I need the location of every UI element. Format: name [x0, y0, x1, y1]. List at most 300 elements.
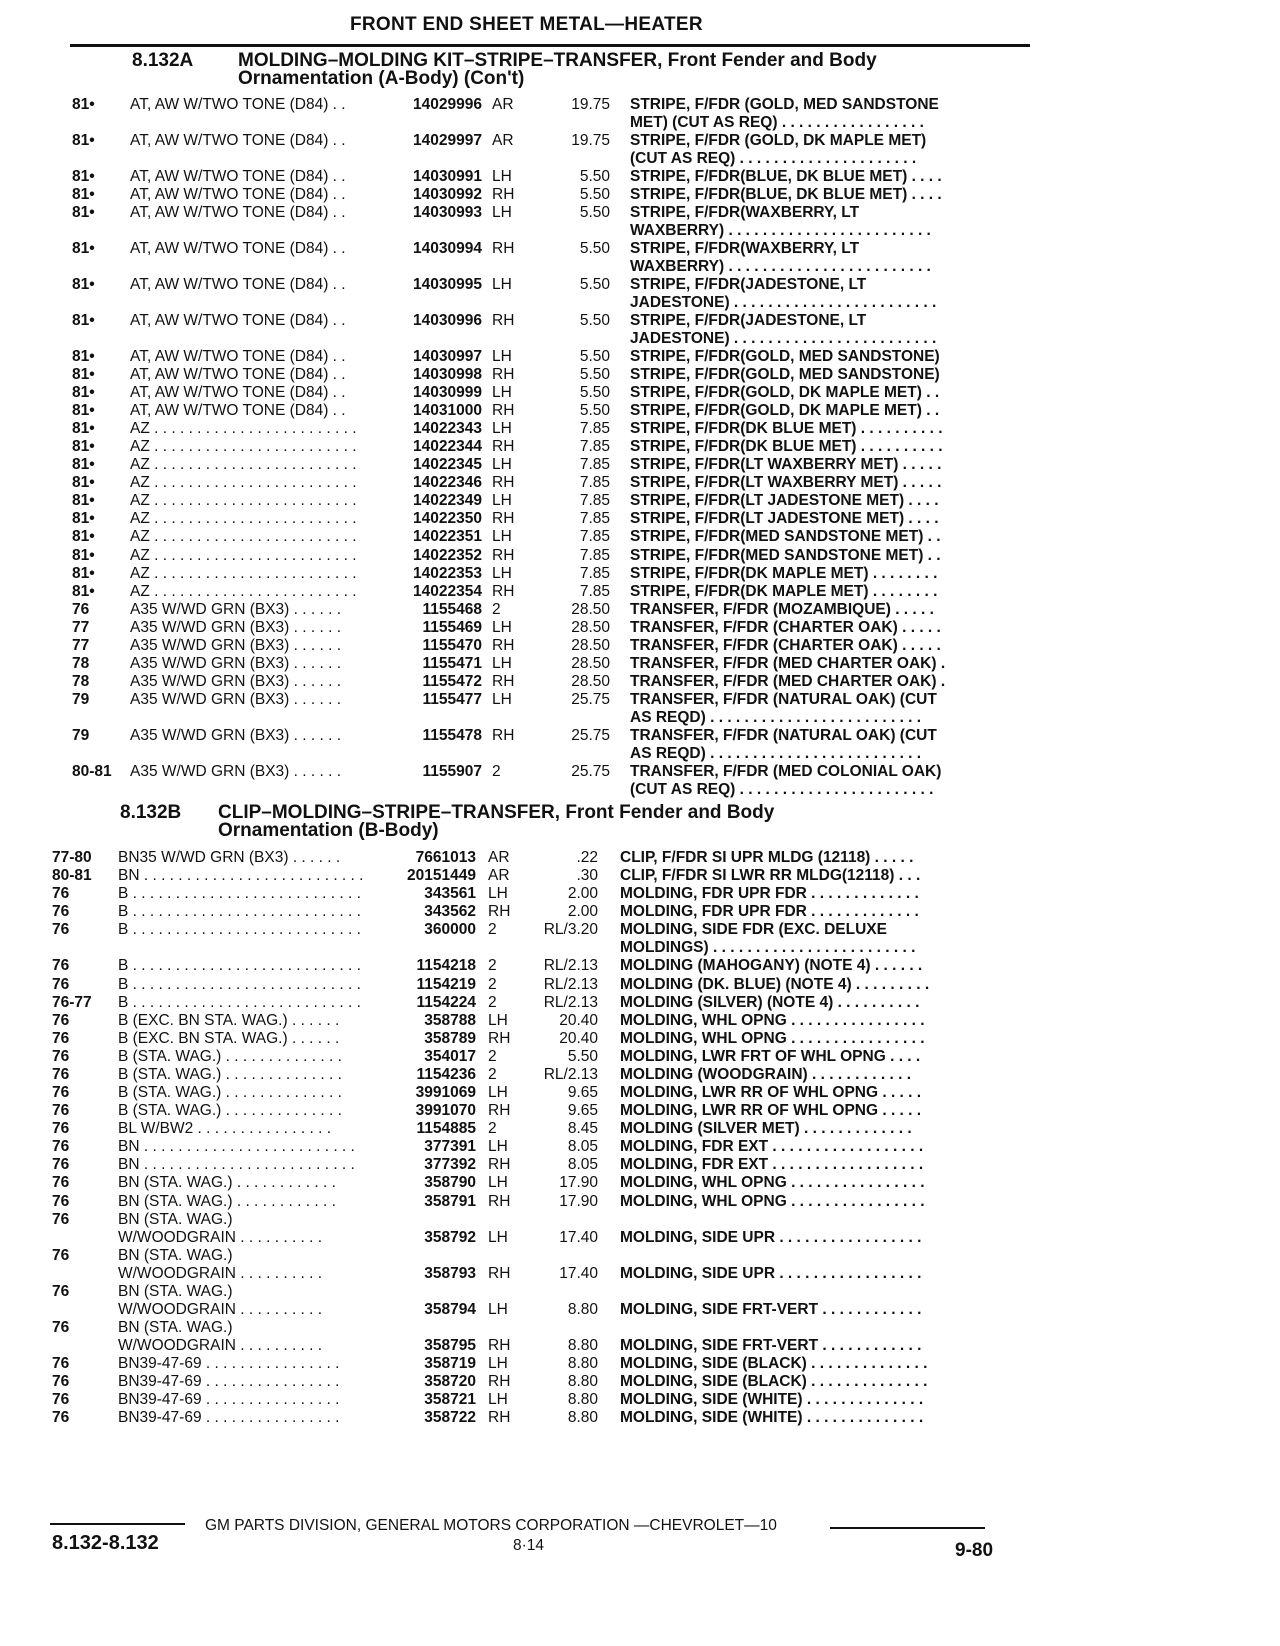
row-price: 7.85: [579, 546, 610, 564]
row-year: 76: [52, 1282, 70, 1300]
row-description: MOLDING, SIDE UPR . . . . . . . . . . . . . . . . .: [620, 1228, 922, 1246]
row-model: B . . . . . . . . . . . . . . . . . . . . . . . . . . .: [118, 993, 361, 1011]
row-description: MOLDING, WHL OPNG . . . . . . . . . . . . . . . .: [620, 1029, 925, 1047]
table-row: [0, 402, 1280, 420]
table-row: [0, 1120, 1280, 1138]
row-model: AZ . . . . . . . . . . . . . . . . . . . . . . . .: [130, 528, 357, 546]
table-row: [0, 976, 1280, 994]
row-quantity: LH: [492, 654, 512, 672]
row-year: 76: [52, 975, 70, 993]
row-description: MOLDING, FDR UPR FDR . . . . . . . . . . . . .: [620, 885, 919, 903]
row-part-number: 358788: [424, 1011, 476, 1029]
row-model: BN . . . . . . . . . . . . . . . . . . . . . . . . .: [118, 1138, 355, 1156]
row-price: 28.50: [571, 600, 610, 618]
row-year: 81•: [72, 492, 95, 510]
row-description: MOLDING, LWR RR OF WHL OPNG . . . . .: [620, 1102, 922, 1120]
row-description: STRIPE, F/FDR(GOLD, DK MAPLE MET) . .: [630, 384, 940, 402]
row-part-number: 1154224: [416, 993, 476, 1011]
row-year: 81•: [72, 582, 95, 600]
row-price: 28.50: [571, 654, 610, 672]
row-description: TRANSFER, F/FDR (CHARTER OAK) . . . . .: [630, 618, 941, 636]
row-part-number: 343561: [424, 885, 476, 903]
row-quantity: LH: [492, 690, 512, 708]
row-part-number: 14030997: [413, 348, 482, 366]
row-part-number: 14022346: [413, 474, 482, 492]
row-part-number: 1154236: [416, 1065, 476, 1083]
table-row: [0, 96, 1280, 114]
row-price: 8.80: [567, 1409, 598, 1427]
row-quantity: RH: [488, 1102, 511, 1120]
row-quantity: 2: [488, 1047, 497, 1065]
row-description: WAXBERRY) . . . . . . . . . . . . . . . . . . . . . . . .: [630, 258, 931, 276]
table-row: [0, 745, 1280, 763]
table-row: [0, 1174, 1280, 1192]
row-year: 76: [52, 1084, 70, 1102]
footer-publisher: GM PARTS DIVISION, GENERAL MOTORS CORPORATION —CHEVROLET—10: [205, 1517, 777, 1534]
row-model: B (EXC. BN STA. WAG.) . . . . . .: [118, 1011, 340, 1029]
row-part-number: 14030999: [413, 384, 482, 402]
table-row: [0, 1265, 1280, 1283]
table-row: [0, 939, 1280, 957]
table-row: [0, 849, 1280, 867]
row-price: 5.50: [579, 186, 610, 204]
row-description: STRIPE, F/FDR (GOLD, DK MAPLE MET): [630, 132, 927, 150]
row-year: 76: [52, 1156, 70, 1174]
row-quantity: AR: [492, 96, 514, 113]
row-description: MOLDINGS) . . . . . . . . . . . . . . . . . . . . . . . .: [620, 939, 916, 957]
row-price: 7.85: [579, 510, 610, 528]
row-quantity: RH: [488, 1409, 511, 1427]
row-price: 5.50: [579, 402, 610, 420]
row-price: 28.50: [571, 618, 610, 636]
row-part-number: 358790: [424, 1174, 476, 1192]
section-a-title: MOLDING–MOLDING KIT–STRIPE–TRANSFER, Front Fender and Body: [238, 50, 877, 71]
table-row: [0, 1319, 1280, 1337]
row-year: 81•: [72, 186, 95, 204]
row-year: 76: [52, 957, 70, 975]
row-quantity: RH: [492, 672, 515, 690]
row-model: B . . . . . . . . . . . . . . . . . . . . . . . . . . .: [118, 957, 361, 975]
row-year: 76: [52, 1355, 70, 1373]
row-description: MOLDING, SIDE FRT-VERT . . . . . . . . . . . .: [620, 1337, 922, 1355]
row-model: A35 W/WD GRN (BX3) . . . . . .: [130, 672, 341, 690]
row-model: AZ . . . . . . . . . . . . . . . . . . . . . . . .: [130, 438, 357, 456]
row-description: WAXBERRY) . . . . . . . . . . . . . . . . . . . . . . . .: [630, 222, 931, 240]
footer-date: 9-80: [955, 1540, 994, 1561]
row-quantity: LH: [492, 384, 512, 402]
row-year: 76: [52, 1065, 70, 1083]
row-price: RL/2.13: [543, 993, 598, 1011]
table-row: [0, 168, 1280, 186]
row-year: 81•: [72, 510, 95, 528]
table-row: [0, 781, 1280, 799]
row-quantity: 2: [488, 1120, 497, 1138]
row-quantity: LH: [492, 348, 512, 366]
row-price: 5.50: [579, 276, 610, 294]
row-part-number: 358789: [424, 1029, 476, 1047]
footer-rule-right: [830, 1527, 985, 1529]
row-model: B (STA. WAG.) . . . . . . . . . . . . . .: [118, 1065, 342, 1083]
row-part-number: 14030996: [413, 312, 482, 330]
table-row: [0, 276, 1280, 294]
row-model: AZ . . . . . . . . . . . . . . . . . . . . . . . .: [130, 582, 357, 600]
row-year: 76: [52, 1120, 70, 1138]
row-part-number: 14022351: [413, 528, 482, 546]
row-year: 81•: [72, 312, 95, 330]
row-year: 81•: [72, 474, 95, 492]
row-description: MOLDING, WHL OPNG . . . . . . . . . . . . . . . .: [620, 1011, 925, 1029]
row-part-number: 7661013: [415, 849, 476, 866]
row-description: MOLDING, FDR UPR FDR . . . . . . . . . . . . .: [620, 903, 919, 921]
row-quantity: LH: [488, 1174, 508, 1192]
row-part-number: 1155471: [422, 654, 482, 672]
row-price: 9.65: [567, 1102, 598, 1120]
row-part-number: 358720: [424, 1373, 476, 1391]
row-year: 81•: [72, 384, 95, 402]
row-model: A35 W/WD GRN (BX3) . . . . . .: [130, 690, 341, 708]
section-b-number: 8.132B: [120, 802, 182, 823]
row-part-number: 3991070: [415, 1102, 476, 1120]
section-a-number: 8.132A: [132, 50, 194, 71]
row-model: W/WOODGRAIN . . . . . . . . . .: [118, 1301, 323, 1318]
section-b-title: CLIP–MOLDING–STRIPE–TRANSFER, Front Fender and Body: [218, 802, 775, 823]
table-row: [0, 204, 1280, 222]
table-row: [0, 583, 1280, 601]
section-a-subtitle: Ornamentation (A-Body) (Con't): [238, 68, 525, 89]
row-description: MOLDING, SIDE (BLACK) . . . . . . . . . . . . . .: [620, 1373, 928, 1391]
table-row: [0, 1283, 1280, 1301]
row-quantity: 2: [488, 993, 497, 1011]
row-year: 81•: [72, 348, 95, 366]
row-model: B . . . . . . . . . . . . . . . . . . . . . . . . . . .: [118, 903, 361, 921]
row-quantity: LH: [492, 276, 512, 294]
row-price: 7.85: [579, 420, 610, 438]
row-model: B . . . . . . . . . . . . . . . . . . . . . . . . . . .: [118, 975, 361, 993]
row-quantity: RH: [492, 582, 515, 600]
table-row: [0, 547, 1280, 565]
row-model: BN (STA. WAG.) . . . . . . . . . . . .: [118, 1174, 336, 1192]
row-year: 79: [72, 690, 90, 708]
table-row: [0, 1373, 1280, 1391]
row-description: STRIPE, F/FDR(DK BLUE MET) . . . . . . . . . .: [630, 420, 943, 438]
row-description: MOLDING, SIDE (BLACK) . . . . . . . . . . . . . .: [620, 1355, 928, 1373]
row-price: 17.40: [559, 1264, 598, 1282]
row-part-number: 358792: [424, 1228, 476, 1246]
row-model: A35 W/WD GRN (BX3) . . . . . .: [130, 762, 341, 780]
row-model: AT, AW W/TWO TONE (D84) . .: [130, 186, 346, 204]
row-description: (CUT AS REQ) . . . . . . . . . . . . . . . . . . . . . . .: [630, 780, 934, 798]
row-description: (CUT AS REQ) . . . . . . . . . . . . . . . . . . . . .: [630, 150, 917, 168]
row-model: BN (STA. WAG.): [118, 1246, 233, 1264]
row-part-number: 1155470: [422, 636, 482, 654]
table-row: [0, 474, 1280, 492]
row-description: STRIPE, F/FDR(GOLD, MED SANDSTONE): [630, 366, 940, 384]
row-part-number: 1154219: [416, 975, 476, 993]
row-quantity: RH: [492, 240, 515, 258]
row-model: AT, AW W/TWO TONE (D84) . .: [130, 348, 346, 366]
row-price: 5.50: [579, 204, 610, 222]
row-year: 76: [52, 1138, 70, 1156]
row-part-number: 14022349: [413, 492, 482, 510]
footer-rule-left: [50, 1523, 185, 1525]
row-part-number: 14030994: [413, 240, 482, 258]
row-part-number: 14029997: [413, 132, 482, 150]
row-quantity: RH: [488, 1029, 511, 1047]
row-model: BN39-47-69 . . . . . . . . . . . . . . . .: [118, 1409, 340, 1427]
table-row: [0, 456, 1280, 474]
table-row: [0, 384, 1280, 402]
row-price: 8.45: [567, 1120, 598, 1138]
row-part-number: 377391: [424, 1138, 476, 1156]
table-row: [0, 709, 1280, 727]
table-row: [0, 921, 1280, 939]
row-description: MOLDING (MAHOGANY) (NOTE 4) . . . . . .: [620, 957, 923, 975]
row-year: 76: [72, 600, 90, 618]
table-row: [0, 1156, 1280, 1174]
table-row: [0, 1229, 1280, 1247]
row-description: STRIPE, F/FDR(BLUE, DK BLUE MET) . . . .: [630, 168, 942, 186]
table-row: [0, 637, 1280, 655]
row-quantity: LH: [492, 528, 512, 546]
row-quantity: RH: [492, 366, 515, 384]
row-description: MOLDING, SIDE UPR . . . . . . . . . . . . . . . . .: [620, 1264, 922, 1282]
row-year: 81•: [72, 168, 95, 186]
row-price: 8.80: [567, 1355, 598, 1373]
row-model: AZ . . . . . . . . . . . . . . . . . . . . . . . .: [130, 456, 357, 474]
row-part-number: 3991069: [415, 1084, 476, 1102]
table-row: [0, 258, 1280, 276]
row-quantity: LH: [492, 456, 512, 474]
row-part-number: 14022352: [413, 546, 482, 564]
table-row: [0, 1102, 1280, 1120]
row-year: 81•: [72, 564, 95, 582]
row-year: 76: [52, 1373, 70, 1391]
row-part-number: 14022345: [413, 456, 482, 474]
row-model: AZ . . . . . . . . . . . . . . . . . . . . . . . .: [130, 510, 357, 528]
row-quantity: AR: [488, 867, 510, 885]
row-model: AT, AW W/TWO TONE (D84) . .: [130, 276, 346, 294]
row-description: MET) (CUT AS REQ) . . . . . . . . . . . . . . . . .: [630, 114, 924, 132]
row-description: MOLDING, SIDE FRT-VERT . . . . . . . . . . . .: [620, 1301, 922, 1318]
row-model: A35 W/WD GRN (BX3) . . . . . .: [130, 654, 341, 672]
row-description: STRIPE, F/FDR(MED SANDSTONE MET) . .: [630, 546, 941, 564]
row-price: 5.50: [579, 348, 610, 366]
page-header-title: FRONT END SHEET METAL—HEATER: [350, 14, 703, 35]
row-quantity: LH: [492, 618, 512, 636]
table-row: [0, 132, 1280, 150]
row-part-number: 358793: [424, 1264, 476, 1282]
row-description: STRIPE, F/FDR(WAXBERRY, LT: [630, 204, 860, 222]
table-row: [0, 330, 1280, 348]
row-model: AZ . . . . . . . . . . . . . . . . . . . . . . . .: [130, 474, 357, 492]
row-quantity: RH: [492, 186, 515, 204]
row-model: BN39-47-69 . . . . . . . . . . . . . . . .: [118, 1391, 340, 1409]
row-part-number: 14022344: [413, 438, 482, 456]
row-price: 17.90: [559, 1192, 598, 1210]
row-quantity: LH: [488, 1301, 508, 1318]
footer-section-range: 8.132-8.132: [52, 1532, 159, 1554]
row-quantity: LH: [488, 1011, 508, 1029]
row-model: W/WOODGRAIN . . . . . . . . . .: [118, 1264, 323, 1282]
row-year: 76: [52, 1409, 70, 1427]
row-year: 81•: [72, 96, 95, 113]
row-model: AZ . . . . . . . . . . . . . . . . . . . . . . . .: [130, 564, 357, 582]
row-model: BN (STA. WAG.) . . . . . . . . . . . .: [118, 1192, 336, 1210]
row-quantity: RH: [492, 402, 515, 420]
row-part-number: 377392: [424, 1156, 476, 1174]
row-quantity: RH: [492, 438, 515, 456]
row-price: 7.85: [579, 474, 610, 492]
row-description: MOLDING, LWR FRT OF WHL OPNG . . . .: [620, 1047, 921, 1065]
row-description: STRIPE, F/FDR(DK MAPLE MET) . . . . . . . .: [630, 564, 938, 582]
row-price: 7.85: [579, 492, 610, 510]
table-row: [0, 222, 1280, 240]
row-description: MOLDING, WHL OPNG . . . . . . . . . . . . . . . .: [620, 1192, 925, 1210]
row-model: A35 W/WD GRN (BX3) . . . . . .: [130, 636, 341, 654]
row-price: 2.00: [567, 903, 598, 921]
row-year: 76: [52, 1210, 70, 1228]
table-row: [0, 294, 1280, 312]
row-description: JADESTONE) . . . . . . . . . . . . . . . . . . . . . . . .: [630, 294, 937, 312]
row-price: .22: [576, 849, 598, 866]
table-row: [0, 420, 1280, 438]
row-part-number: 1155468: [422, 600, 482, 618]
row-part-number: 14022343: [413, 420, 482, 438]
row-description: STRIPE, F/FDR(BLUE, DK BLUE MET) . . . .: [630, 186, 942, 204]
table-row: [0, 348, 1280, 366]
row-year: 81•: [72, 366, 95, 384]
table-row: [0, 492, 1280, 510]
table-row: [0, 1193, 1280, 1211]
table-row: [0, 655, 1280, 673]
row-part-number: 1154885: [416, 1120, 476, 1138]
row-description: STRIPE, F/FDR(LT WAXBERRY MET) . . . . .: [630, 474, 942, 492]
row-description: TRANSFER, F/FDR (MED CHARTER OAK) .: [630, 654, 946, 672]
row-description: MOLDING (SILVER MET) . . . . . . . . . . . . .: [620, 1120, 912, 1138]
table-row: [0, 1066, 1280, 1084]
row-year: 78: [72, 654, 90, 672]
table-row: [0, 903, 1280, 921]
row-model: B (STA. WAG.) . . . . . . . . . . . . . .: [118, 1102, 342, 1120]
row-price: 5.50: [579, 366, 610, 384]
row-model: A35 W/WD GRN (BX3) . . . . . .: [130, 618, 341, 636]
row-year: 76: [52, 1174, 70, 1192]
row-year: 76: [52, 885, 70, 903]
row-quantity: LH: [492, 204, 512, 222]
table-row: [0, 727, 1280, 745]
row-model: AT, AW W/TWO TONE (D84) . .: [130, 204, 346, 222]
table-row: [0, 1247, 1280, 1265]
table-row: [0, 114, 1280, 132]
row-quantity: LH: [488, 1084, 508, 1102]
row-quantity: RH: [492, 474, 515, 492]
footer-page-number: 8·14: [513, 1537, 545, 1554]
row-model: A35 W/WD GRN (BX3) . . . . . .: [130, 600, 341, 618]
table-row: [0, 240, 1280, 258]
row-part-number: 358722: [424, 1409, 476, 1427]
row-description: STRIPE, F/FDR(GOLD, DK MAPLE MET) . .: [630, 402, 940, 420]
row-price: 19.75: [571, 132, 610, 150]
row-description: TRANSFER, F/FDR (MED COLONIAL OAK): [630, 762, 942, 780]
row-description: STRIPE, F/FDR(JADESTONE, LT: [630, 276, 867, 294]
row-price: RL/2.13: [543, 975, 598, 993]
row-price: 17.90: [559, 1174, 598, 1192]
row-description: MOLDING, SIDE (WHITE) . . . . . . . . . . . . . .: [620, 1391, 924, 1409]
row-quantity: RH: [492, 546, 515, 564]
row-model: AT, AW W/TWO TONE (D84) . .: [130, 132, 346, 150]
row-part-number: 14030991: [413, 168, 482, 186]
row-price: 28.50: [571, 672, 610, 690]
header-rule: [70, 44, 1030, 47]
section-a-heading: [132, 52, 1032, 92]
table-row: [0, 619, 1280, 637]
row-model: BL W/BW2 . . . . . . . . . . . . . . . .: [118, 1120, 332, 1138]
table-row: [0, 438, 1280, 456]
row-quantity: LH: [488, 1138, 508, 1156]
table-row: [0, 957, 1280, 975]
row-price: 2.00: [567, 885, 598, 903]
row-model: BN . . . . . . . . . . . . . . . . . . . . . . . . .: [118, 1156, 355, 1174]
row-model: AT, AW W/TWO TONE (D84) . .: [130, 312, 346, 330]
row-model: BN . . . . . . . . . . . . . . . . . . . . . . . . . .: [118, 867, 364, 885]
row-model: BN39-47-69 . . . . . . . . . . . . . . . .: [118, 1373, 340, 1391]
row-part-number: 354017: [424, 1047, 476, 1065]
row-part-number: 1155469: [422, 618, 482, 636]
row-quantity: RH: [492, 312, 515, 330]
row-quantity: LH: [492, 564, 512, 582]
table-row: [0, 1409, 1280, 1427]
row-model: AT, AW W/TWO TONE (D84) . .: [130, 240, 346, 258]
row-model: B (STA. WAG.) . . . . . . . . . . . . . .: [118, 1047, 342, 1065]
row-price: RL/2.13: [543, 957, 598, 975]
row-quantity: RH: [488, 1373, 511, 1391]
row-quantity: LH: [492, 492, 512, 510]
row-part-number: 358719: [424, 1355, 476, 1373]
table-row: [0, 312, 1280, 330]
table-row: [0, 1030, 1280, 1048]
table-row: [0, 1301, 1280, 1319]
row-year: 81•: [72, 546, 95, 564]
row-price: 5.50: [579, 312, 610, 330]
row-description: MOLDING, SIDE FDR (EXC. DELUXE: [620, 921, 887, 939]
row-quantity: LH: [488, 1228, 508, 1246]
row-year: 76: [52, 1029, 70, 1047]
row-model: BN (STA. WAG.): [118, 1210, 233, 1228]
row-price: 17.40: [559, 1228, 598, 1246]
row-year: 76: [52, 1391, 70, 1409]
row-year: 80-81: [72, 762, 112, 780]
row-model: BN (STA. WAG.): [118, 1319, 233, 1337]
row-price: RL/3.20: [543, 921, 598, 939]
row-price: RL/2.13: [543, 1065, 598, 1083]
row-quantity: RH: [492, 636, 515, 654]
row-year: 76: [52, 1192, 70, 1210]
row-part-number: 14022353: [413, 564, 482, 582]
row-description: STRIPE, F/FDR(MED SANDSTONE MET) . .: [630, 528, 941, 546]
row-description: MOLDING (WOODGRAIN) . . . . . . . . . . . .: [620, 1065, 912, 1083]
row-part-number: 14030993: [413, 204, 482, 222]
row-quantity: RH: [488, 1337, 511, 1355]
row-description: MOLDING, WHL OPNG . . . . . . . . . . . . . . . .: [620, 1174, 925, 1192]
row-model: BN39-47-69 . . . . . . . . . . . . . . . .: [118, 1355, 340, 1373]
table-row: [0, 1391, 1280, 1409]
table-row: [0, 691, 1280, 709]
row-price: 5.50: [579, 168, 610, 186]
row-year: 77: [72, 636, 90, 654]
row-year: 77: [72, 618, 90, 636]
row-quantity: 2: [492, 600, 501, 618]
row-part-number: 1155477: [422, 690, 482, 708]
